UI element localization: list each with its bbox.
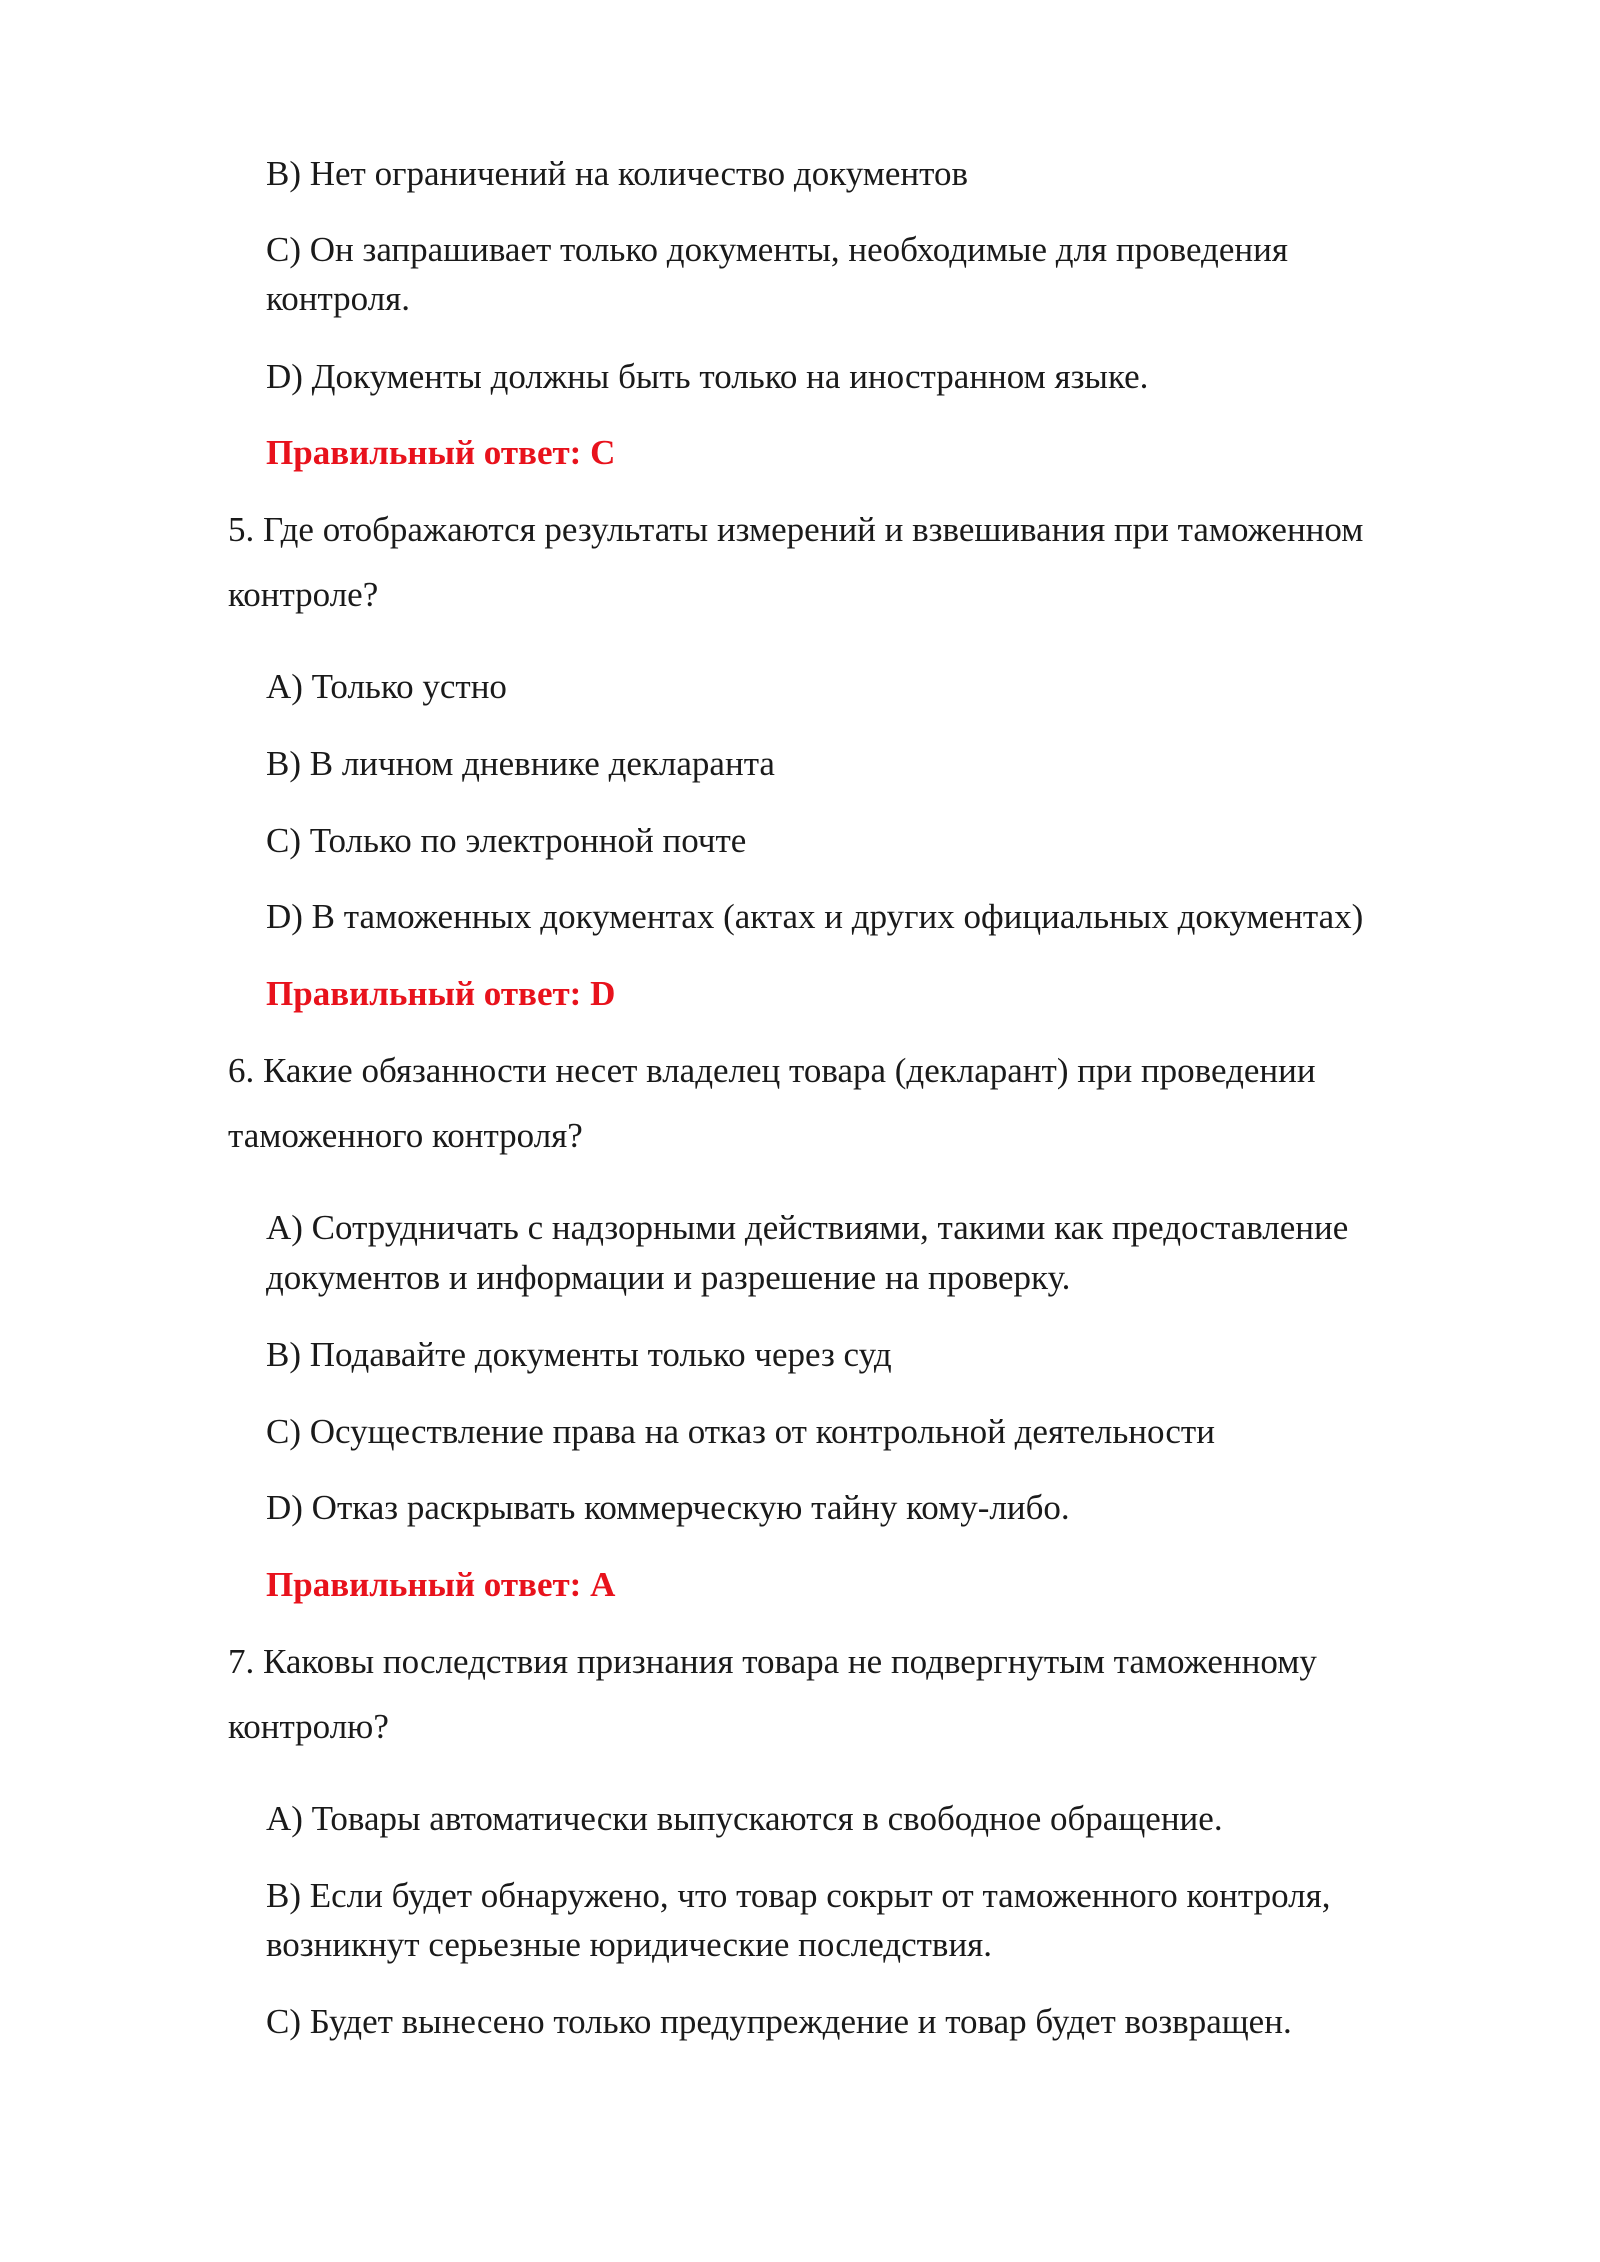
q4-option-d: D) Документы должны быть только на иностранном языке. (266, 357, 1149, 396)
q7-question-line2: контролю? (228, 1707, 389, 1746)
q7-option-a: A) Товары автоматически выпускаются в свободное обращение. (266, 1799, 1223, 1838)
q6-option-c: C) Осуществление права на отказ от контрольной деятельности (266, 1412, 1215, 1451)
q5-option-d: D) В таможенных документах (актах и других официальных документах) (266, 897, 1364, 936)
q5-option-b: B) В личном дневнике декларанта (266, 744, 775, 783)
q5-question-line1: 5. Где отображаются результаты измерений и взвешивания при таможенном (228, 510, 1364, 549)
q5-option-c: C) Только по электронной почте (266, 821, 747, 860)
q4-option-b: B) Нет ограничений на количество документов (266, 154, 969, 193)
q4-option-c-continuation: контроля. (266, 279, 411, 318)
q4-correct-answer: Правильный ответ: C (266, 433, 616, 472)
q6-question-line2: таможенного контроля? (228, 1116, 583, 1155)
q7-option-c: C) Будет вынесено только предупреждение и товар будет возвращен. (266, 2002, 1292, 2041)
q5-correct-answer: Правильный ответ: D (266, 974, 616, 1013)
q5-option-a: A) Только устно (266, 667, 507, 706)
q6-option-b: B) Подавайте документы только через суд (266, 1335, 892, 1374)
q6-correct-answer: Правильный ответ: A (266, 1565, 616, 1604)
q7-option-b-continuation: возникнут серьезные юридические последствия. (266, 1925, 993, 1964)
q7-option-b: B) Если будет обнаружено, что товар сокрыт от таможенного контроля, (266, 1876, 1331, 1915)
q6-question-line1: 6. Какие обязанности несет владелец товара (декларант) при проведении (228, 1051, 1316, 1090)
q6-option-a: A) Сотрудничать с надзорными действиями, такими как предоставление (266, 1208, 1349, 1247)
q6-option-a-continuation: документов и информации и разрешение на проверку. (266, 1258, 1071, 1297)
q4-option-c: C) Он запрашивает только документы, необходимые для проведения (266, 230, 1288, 269)
q5-question-line2: контроле? (228, 575, 379, 614)
q7-question-line1: 7. Каковы последствия признания товара не подвергнутым таможенному (228, 1642, 1317, 1681)
q6-option-d: D) Отказ раскрывать коммерческую тайну кому-либо. (266, 1488, 1070, 1527)
